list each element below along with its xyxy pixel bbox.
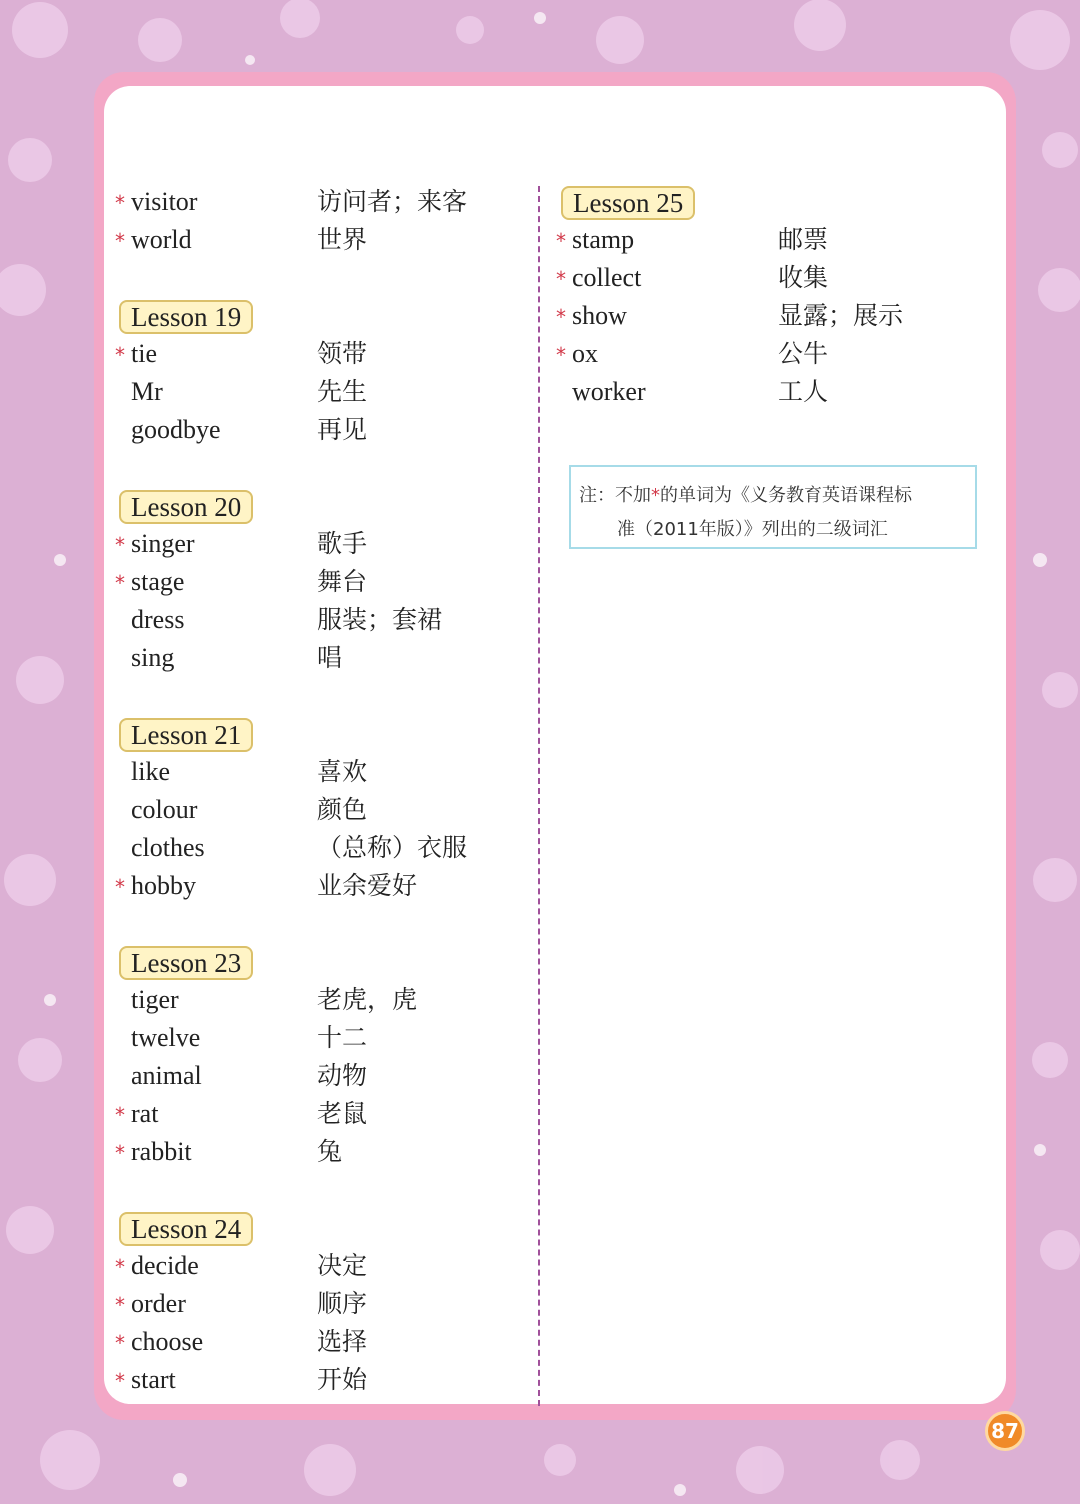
english-word: clothes [131, 833, 205, 862]
vocab-entry [556, 223, 1018, 257]
lesson-header: Lesson 23 [119, 946, 253, 980]
vocab-entry [115, 755, 557, 789]
chinese-meaning: 动物 [317, 1061, 368, 1090]
chinese-meaning: 再见 [317, 415, 368, 444]
english-word: tie [131, 339, 157, 368]
vocab-entry [115, 375, 557, 409]
english-word: colour [131, 795, 198, 824]
chinese-meaning: 服装；套裙 [317, 605, 443, 634]
chinese-meaning: 业余爱好 [317, 871, 418, 900]
vocab-entry [556, 337, 1018, 371]
vocab-entry [115, 983, 557, 1017]
english-word: start [131, 1365, 176, 1394]
english-word: stage [131, 567, 185, 596]
chinese-meaning: 领带 [317, 339, 368, 368]
vocab-entry [115, 1135, 557, 1169]
chinese-meaning: 访问者；来客 [317, 187, 468, 216]
chinese-meaning: 收集 [778, 263, 829, 292]
chinese-meaning: 工人 [778, 377, 829, 406]
vocab-entry [115, 1059, 557, 1093]
english-word: visitor [131, 187, 198, 216]
required-star-icon: * [556, 305, 566, 329]
english-word: decide [131, 1251, 199, 1280]
chinese-meaning: 决定 [317, 1251, 368, 1280]
lesson-header: Lesson 20 [119, 490, 253, 524]
chinese-meaning: 开始 [317, 1365, 368, 1394]
english-word: tiger [131, 985, 179, 1014]
english-word: dress [131, 605, 185, 634]
vocab-entry [115, 185, 557, 219]
vocab-entry [115, 527, 557, 561]
chinese-meaning: 喜欢 [317, 757, 368, 786]
english-word: order [131, 1289, 186, 1318]
english-word: world [131, 225, 192, 254]
lesson-header: Lesson 21 [119, 718, 253, 752]
required-star-icon: * [115, 1331, 125, 1355]
vocab-entry [115, 641, 557, 675]
chinese-meaning: 十二 [317, 1023, 368, 1052]
note-box [569, 465, 977, 549]
vocab-entry [115, 793, 557, 827]
vocab-entry [115, 565, 557, 599]
lesson-header: Lesson 24 [119, 1212, 253, 1246]
chinese-meaning: 先生 [317, 377, 368, 406]
english-word: rat [131, 1099, 159, 1128]
vocab-entry [115, 831, 557, 865]
required-star-icon: * [115, 229, 125, 253]
vocab-entry [115, 413, 557, 447]
note-prefix: 注：不加 [579, 485, 651, 506]
chinese-meaning: 邮票 [778, 225, 829, 254]
chinese-meaning: （总称）衣服 [317, 833, 468, 862]
vocab-entry [556, 261, 1018, 295]
required-star-icon: * [556, 229, 566, 253]
vocab-entry [115, 869, 557, 903]
lesson-header: Lesson 19 [119, 300, 253, 334]
english-word: rabbit [131, 1137, 192, 1166]
english-word: goodbye [131, 415, 221, 444]
required-star-icon: * [115, 571, 125, 595]
vocab-entry [115, 337, 557, 371]
vocab-entry [115, 1287, 557, 1321]
english-word: animal [131, 1061, 202, 1090]
chinese-meaning: 老虎，虎 [317, 985, 418, 1014]
chinese-meaning: 显露；展示 [778, 301, 904, 330]
vocab-entry [115, 1325, 557, 1359]
required-star-icon: * [115, 1141, 125, 1165]
note-text: 的单词为《义务教育英语课程标 [660, 485, 912, 506]
page-number-badge: 87 [985, 1411, 1025, 1451]
note-star: * [651, 485, 660, 506]
english-word: Mr [131, 377, 163, 406]
required-star-icon: * [115, 533, 125, 557]
english-word: hobby [131, 871, 196, 900]
vocab-entry [115, 1097, 557, 1131]
english-word: stamp [572, 225, 635, 254]
vocab-entry [556, 375, 1018, 409]
chinese-meaning: 舞台 [317, 567, 368, 596]
english-word: sing [131, 643, 175, 672]
english-word: twelve [131, 1023, 201, 1052]
required-star-icon: * [115, 1103, 125, 1127]
vocab-entry [115, 223, 557, 257]
lesson-header: Lesson 25 [561, 186, 695, 220]
vocab-entry [556, 299, 1018, 333]
english-word: singer [131, 529, 195, 558]
note-line-1 [579, 479, 969, 513]
chinese-meaning: 歌手 [317, 529, 368, 558]
chinese-meaning: 选择 [317, 1327, 368, 1356]
english-word: choose [131, 1327, 204, 1356]
english-word: like [131, 757, 170, 786]
english-word: worker [572, 377, 646, 406]
chinese-meaning: 老鼠 [317, 1099, 368, 1128]
required-star-icon: * [115, 1255, 125, 1279]
chinese-meaning: 唱 [317, 643, 343, 672]
required-star-icon: * [556, 267, 566, 291]
chinese-meaning: 世界 [317, 225, 368, 254]
vocab-entry [115, 1363, 557, 1397]
required-star-icon: * [115, 191, 125, 215]
chinese-meaning: 颜色 [317, 795, 368, 824]
english-word: collect [572, 263, 642, 292]
vocab-entry [115, 1249, 557, 1283]
note-line-2: 准（2011年版）》列出的二级词汇 [617, 519, 888, 540]
chinese-meaning: 顺序 [317, 1289, 368, 1318]
chinese-meaning: 公牛 [778, 339, 829, 368]
chinese-meaning: 兔 [317, 1137, 343, 1166]
required-star-icon: * [556, 343, 566, 367]
required-star-icon: * [115, 343, 125, 367]
vocab-entry [115, 1021, 557, 1055]
english-word: ox [572, 339, 598, 368]
required-star-icon: * [115, 875, 125, 899]
required-star-icon: * [115, 1369, 125, 1393]
vocab-entry [115, 603, 557, 637]
required-star-icon: * [115, 1293, 125, 1317]
english-word: show [572, 301, 627, 330]
